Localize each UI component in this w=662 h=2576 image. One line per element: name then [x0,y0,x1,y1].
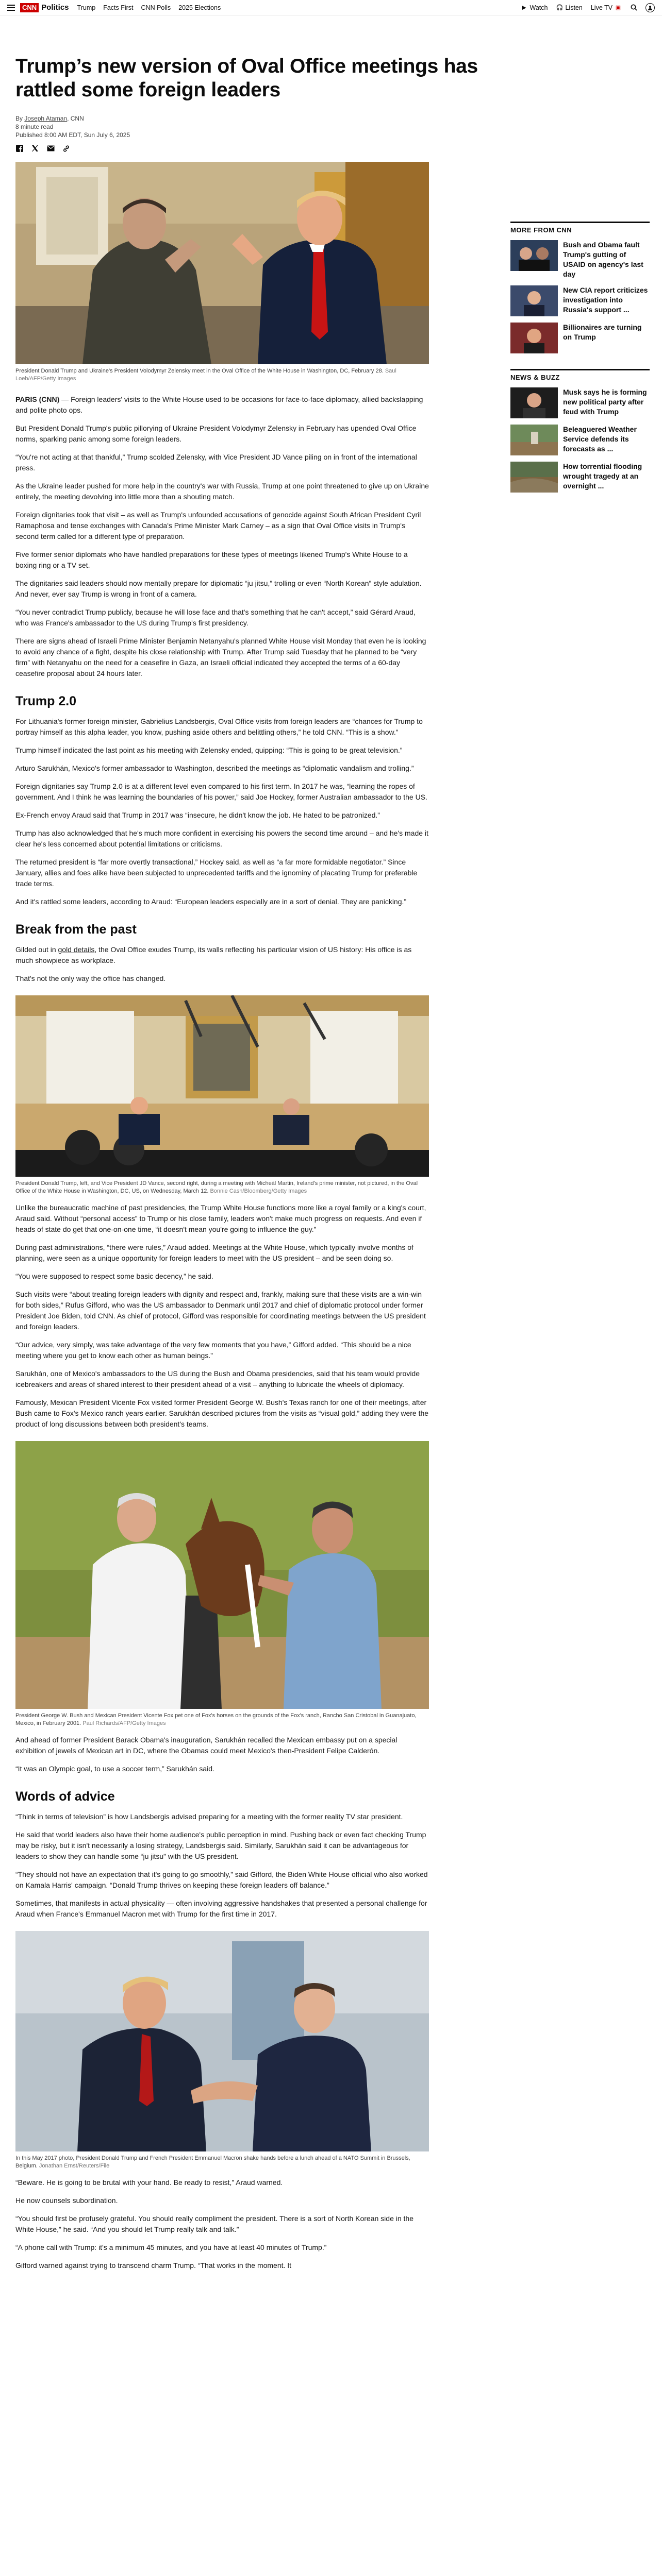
paragraph: Gifford warned against trying to transcend charm Trump. “That works in the moment. It [15,2261,292,2269]
story-headline: Beleaguered Weather Service defends its forecasts as ... [563,425,637,453]
photo-credit: Jonathan Ernst/Reuters/File [39,2163,110,2169]
article-body [15,394,429,2271]
paragraph: The dignitaries said leaders should now mentally prepare for diplomatic “ju jitsu,” trolling or even “North Korean” style adulation. And never, ever say Trump is wrong in front of a camera. [15,579,422,598]
paragraph: But President Donald Trump's public pillorying of Ukraine President Volodymyr Zelensky in February has upended Oval Office norms, sparking panic among some foreign leaders. [15,424,417,443]
caption-text: In this May 2017 photo, President Donald Trump and French President Emmanuel Macron shake hands before a lunch ahead of a NATO Summit in Brussels, Belgium. [15,2155,410,2169]
listen-button[interactable] [556,4,582,11]
published-timestamp: Published 8:00 AM EDT, Sun July 6, 2025 [15,131,130,139]
story-thumbnail [510,387,558,418]
nav-item-facts-first[interactable]: Facts First [103,4,134,11]
byline [15,114,479,139]
paragraph: “You were supposed to respect some basic decency,” he said. [15,1272,213,1280]
paragraph: “Think in terms of television” is how Landsbergis advised preparing for a meeting with the former reality TV star president. [15,1812,403,1821]
story-thumbnail [510,285,558,316]
headphones-icon: 🎧 [556,5,564,11]
paragraph: There are signs ahead of Israeli Prime Minister Benjamin Netanyahu's planned White House visit Monday that even he is looking to avoid any chance of a fight, despite his close relationship with Trump. After Trump said Tuesday that he planned to be “very firm” with Netanyahu on the need for a ceasefire in Gaza, an Israeli official indicated they accepted the terms of a 60-day ceasefire proposal about 24 hours later. [15,637,426,677]
oval-office-photo-caption [15,1180,429,1195]
paragraph: Five former senior diplomats who have handled preparations for these types of meetings likened Trump's White House to a boxing ring or a TV set. [15,550,408,569]
photo-credit: Bonnie Cash/Bloomberg/Getty Images [210,1188,307,1194]
story-headline: Billionaires are turning on Trump [563,323,642,341]
caption-text: President Donald Trump, left, and Vice President JD Vance, second right, during a meeting with Micheál Martin, Ireland's prime minister, not pictured, in the Oval Office of the White House in Washington, DC, US, on Wednesday, March 12. [15,1180,418,1194]
section-title[interactable]: Politics [41,3,69,12]
handshake-photo [15,1931,429,2170]
paragraph: “It was an Olympic goal, to use a soccer term,” Sarukhán said. [15,1765,214,1773]
paragraph: Foreign dignitaries took that visit – as well as Trump's unfounded accusations of genocide against South African President Cyril Ramaphosa and tense exchanges with Canada's Prime Minister Mark Carney – as a sign that Oval Office visits in Trump's second term called for a different type of preparation. [15,511,421,540]
photo-credit: Paul Richards/AFP/Getty Images [82,1720,166,1726]
story-headline: Bush and Obama fault Trump's gutting of USAID on agency's last day [563,241,643,278]
sidebar-story[interactable] [510,425,650,455]
search-icon[interactable] [630,4,637,11]
paragraph-text: Gilded out in [15,945,58,954]
paragraph: “You never contradict Trump publicly, because he will lose face and that's something that he can't accept,” said Gérard Araud, who was France's ambassador to the US during Trump's first presidency. [15,608,416,627]
caption-text: President George W. Bush and Mexican President Vicente Fox pet one of Fox's horses on the grounds of the Fox's ranch, Rancho San Cristobal in Guanajuato, Mexico, in February 2001. [15,1713,417,1726]
paragraph: “You should first be profusely grateful. You should really compliment the president. There is a sort of North Korean side in the White House,” he said. “And you should let Trump really talk and talk.” [15,2214,413,2233]
nav-item-2025-elections[interactable]: 2025 Elections [178,4,221,11]
watch-button[interactable] [521,4,548,11]
paragraph: “You're not acting at that thankful,” Trump scolded Zelensky, with Vice President JD Vance piling on in front of the international press. [15,453,417,472]
subheading: Words of advice [15,1789,115,1804]
paragraph: “A phone call with Trump: it's a minimum 45 minutes, and you have at least 40 minutes of Trump.” [15,2243,327,2251]
paragraph: Sometimes, that manifests in actual physicality — often involving aggressive handshakes that presented a personal challenge for Araud when France's Emmanuel Macron met with Trump for the first time in 2017. [15,1899,427,1918]
story-headline: How torrential flooding wrought tragedy at an overnight ... [563,462,642,490]
paragraph: Trump has also acknowledged that he's much more confident in exercising his powers the second time around – and he's made it clear he's less concerned about potential limitations or criticisms. [15,829,428,848]
handshake-photo-image [15,1931,429,2151]
sidebar-story[interactable] [510,387,650,418]
play-icon: ▶ [522,5,526,11]
sidebar-story[interactable] [510,323,650,353]
photo-credit: Saul Loeb/AFP/Getty Images [15,368,396,382]
cnn-logo[interactable]: CNN [20,3,39,12]
top-nav-bar [0,0,662,15]
paragraph: Such visits were “about treating foreign leaders with dignity and respect and, frankly, making sure that these visits are a win-win for both sides,” Rufus Gifford, who was the US ambassador to Denmark until 2017 and chief of diplomatic protocol under former President Joe Biden, told CNN. As chief of protocol, Gifford was responsible for coordinating meetings between the US president and foreign leaders. [15,1290,426,1331]
byline-prefix: By [15,115,25,122]
subheading: Trump 2.0 [15,694,77,708]
story-headline: Musk says he is forming new political party after feud with Trump [563,388,647,416]
headline: Trump’s new version of Oval Office meetings has rattled some foreign leaders [15,55,478,101]
paragraph: And it's rattled some leaders, according to Araud: “European leaders especially are in a sort of denial. They are panicking.” [15,897,407,906]
news-and-buzz [510,369,650,493]
paragraph: During past administrations, “there were rules,” Araud added. Meetings at the White House, which typically involve months of planning, were seen as a unique opportunity for foreign leaders to meet with the US president – and be seen doing so. [15,1243,413,1262]
paragraph: Arturo Sarukhán, Mexico's former ambassador to Washington, described the meetings as “diplomatic vandalism and trolling.” [15,764,414,772]
ranch-photo [15,1441,429,1727]
oval-office-photo-image [15,995,429,1177]
paragraph: Unlike the bureaucratic machine of past presidencies, the Trump White House functions more like a royal family or a king's court, Araud said. Without “personal access” to Trump or his close family, leaders won't make much progress on requests. And even if heads of state do get that one-on-one time, “it doesn't mean you're going to influence the guy.” [15,1204,426,1233]
paragraph [15,944,429,966]
ranch-photo-image [15,1441,429,1709]
paragraph: “Beware. He is going to be brutal with your hand. Be ready to resist,” Araud warned. [15,2178,283,2187]
story-thumbnail [510,240,558,271]
sidebar-section-title: MORE FROM CNN [510,222,650,234]
nav-item-trump[interactable]: Trump [77,4,96,11]
paragraph: Famously, Mexican President Vicente Fox visited former President George W. Bush's Texas ranch for one of their meetings, after Bush came to Fox's Mexico ranch years earlier. Sarukhán described pictures from the visits as “visual gold,” adding they were the product of long discussions between both president's teams. [15,1398,429,1428]
ranch-photo-caption [15,1712,429,1727]
x-icon[interactable] [31,144,39,152]
paragraph: Ex-French envoy Araud said that Trump in 2017 was “insecure, he didn't know the job. He hated to be patronized.” [15,811,380,819]
story-thumbnail [510,425,558,455]
author-link[interactable]: Joseph Ataman [24,115,68,122]
share-bar [15,144,479,152]
lead-photo-image [15,162,429,364]
caption-text: President Donald Trump and Ukraine's President Volodymyr Zelensky meet in the Oval Office of the White House in Washington, DC, February 28. [15,368,385,374]
paragraph: “They should not have an expectation that it's going to go smoothly,” said Gifford, the Biden White House official who also worked on Kamala Harris' campaign. “Donald Trump thrives on keeping these foreign leaders off balance.” [15,1870,428,1889]
paragraph: The returned president is “far more overtly transactional,” Hockey said, as well as “a far more formidable negotiator.” Since January, allies and foes alike have been subjected to unprecedented tariffs and the ignominy of placating Trump for preferable trade terms. [15,858,418,888]
story-thumbnail [510,323,558,353]
paragraph [15,394,429,416]
story-headline: New CIA report criticizes investigation into Russia's support ... [563,286,648,314]
more-from-cnn [510,222,650,353]
sidebar-story[interactable] [510,240,650,279]
watch-label: Watch [529,4,548,11]
paragraph: That's not the only way the office has changed. [15,974,166,982]
facebook-icon[interactable] [15,144,24,152]
nav-item-cnn-polls[interactable]: CNN Polls [141,4,171,11]
paragraph-text: — Foreign leaders' visits to the White House used to be occasions for face-to-face diplomacy, allied backslapping and polite photo ops. [15,395,423,414]
paragraph: Foreign dignitaries say Trump 2.0 is at a different level even compared to his first term. In 2017 he was, “learning the ropes of government. And I think he was learning the boundaries of his power,” said Joe Hockey, former Australian ambassador to the US. [15,782,427,801]
read-time: 8 minute read [15,123,54,130]
paragraph: As the Ukraine leader pushed for more help in the country's war with Russia, Trump at one point threatened to give up on Ukraine entirely, the meeting devolving into little more than a shouting match. [15,482,429,501]
paragraph: He said that world leaders also have their home audience's public perception in mind. Pushing back or even fact checking Trump may be risky, but it isn't necessarily a losing strategy, Landsbergis said. Similarly, Sarukhán said it can be advantageous for leaders to show they can handle some “ju jitsu” with the US president. [15,1831,426,1860]
user-icon[interactable] [646,3,655,12]
oval-office-photo [15,995,429,1195]
subheading: Break from the past [15,922,137,937]
author-line [15,114,479,123]
live-tv-icon: ▣ [615,5,621,11]
email-icon[interactable] [46,144,55,152]
live-tv-button[interactable] [591,4,622,11]
gold-details-link[interactable]: gold details [58,945,95,954]
paragraph: And ahead of former President Barack Obama's inauguration, Sarukhán recalled the Mexican embassy put on a special exhibition of jewels of Mexican art in DC, where the Obamas could meet Mexico's then-President Felipe Calderón. [15,1736,398,1755]
sidebar-section-title: NEWS & BUZZ [510,369,650,381]
story-thumbnail [510,462,558,493]
paragraph: He now counsels subordination. [15,2196,118,2205]
paragraph: For Lithuania's former foreign minister, Gabrielius Landsbergis, Oval Office visits from foreign leaders are “chances for Trump to portray himself as this alpha leader, you know, pushing aside others and belittling others,” he told CNN. “This is a show.” [15,717,423,736]
handshake-photo-caption [15,2155,429,2170]
paragraph-text: , the Oval Office exudes Trump, its walls reflecting his particular vision of US history: His office is as much showpiece as workplace. [15,945,412,964]
live-tv-label: Live TV [590,4,613,11]
article [15,55,479,2271]
lead-photo [15,162,429,383]
header-actions [521,3,655,12]
byline-outlet: , CNN [67,115,84,122]
sidebar-story[interactable] [510,285,650,316]
section-nav [77,4,221,11]
sidebar-story[interactable] [510,462,650,493]
dateline: PARIS (CNN) [15,395,60,403]
listen-label: Listen [565,4,583,11]
lead-photo-caption [15,367,429,383]
paragraph: “Our advice, very simply, was take advantage of the very few moments that you have,” Gifford added. “This should be a nice meeting where you get to know each other as human beings.” [15,1341,411,1360]
link-icon[interactable] [62,144,70,152]
paragraph: Sarukhán, one of Mexico's ambassadors to the US during the Bush and Obama presidencies, said that his team would provide icebreakers and areas of shared interest to their president ahead of a visit – anything to lubricate the wheels of diplomacy. [15,1369,420,1388]
paragraph: Trump himself indicated the last point as his meeting with Zelensky ended, quipping: “This is going to be great television.” [15,746,403,754]
menu-icon[interactable] [7,5,15,11]
sidebar [510,222,650,508]
